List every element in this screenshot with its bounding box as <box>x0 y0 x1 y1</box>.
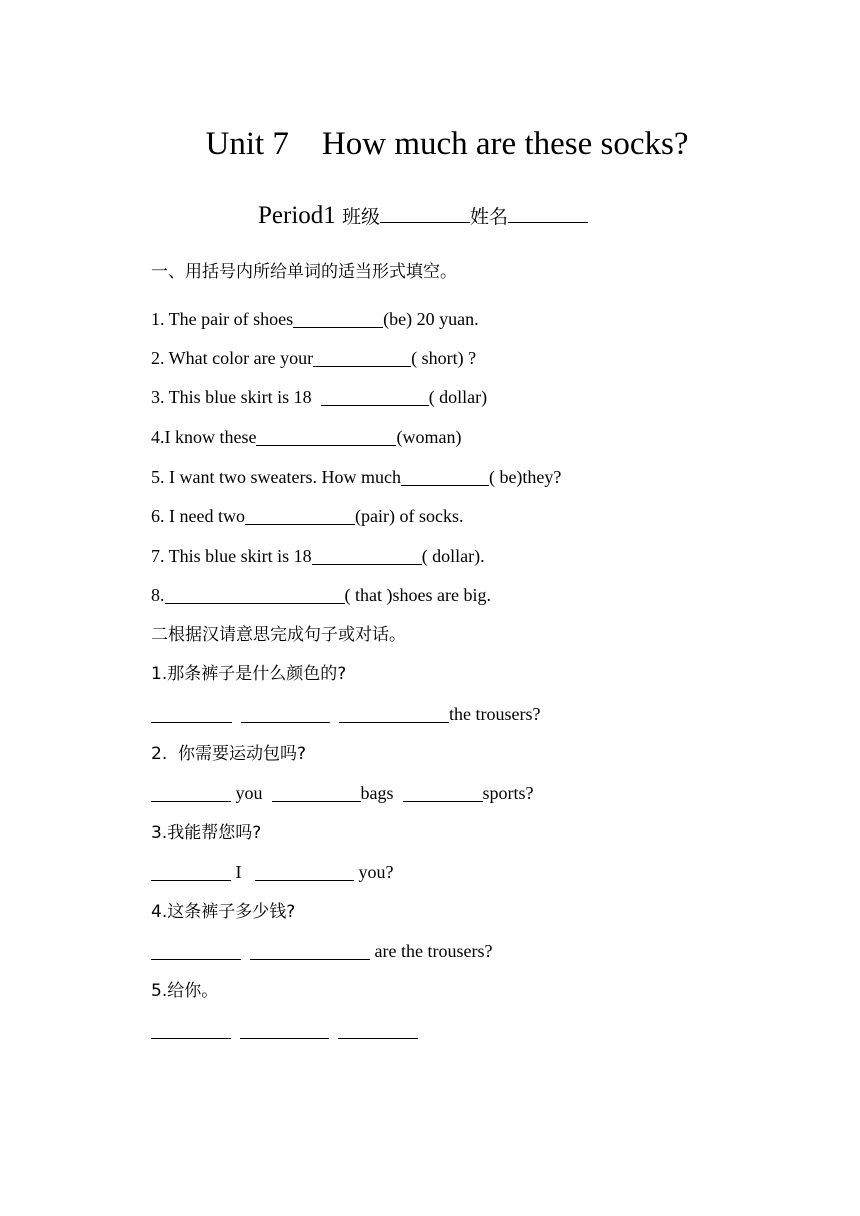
s2-q5-answer <box>151 1018 418 1042</box>
section1-heading: 一、用括号内所给单词的适当形式填空。 <box>151 262 457 282</box>
item-text: ( dollar). <box>421 546 485 566</box>
answer-blank[interactable] <box>250 941 370 960</box>
item-text: you <box>231 783 267 803</box>
s2-q5-chinese: 5.给你。 <box>151 981 219 1001</box>
answer-blank[interactable] <box>293 309 383 328</box>
item-text: (woman) <box>396 427 462 447</box>
answer-blank[interactable] <box>151 1020 231 1039</box>
answer-blank[interactable] <box>241 704 330 723</box>
period-header <box>258 197 588 230</box>
answer-blank[interactable] <box>240 1020 329 1039</box>
item-text: 3. This blue skirt is 18 <box>151 387 321 407</box>
answer-blank[interactable] <box>313 348 411 367</box>
answer-blank[interactable] <box>256 427 396 446</box>
item-text: the trousers? <box>449 704 541 724</box>
s2-q1-answer <box>151 702 540 726</box>
s2-q2-chinese: 2. 你需要运动包吗? <box>151 744 307 764</box>
s1-item-1 <box>151 307 479 331</box>
answer-blank[interactable] <box>312 546 422 565</box>
answer-blank[interactable] <box>151 941 241 960</box>
answer-blank[interactable] <box>151 704 232 723</box>
answer-blank[interactable] <box>165 585 345 604</box>
answer-blank[interactable] <box>338 1020 418 1039</box>
item-text: I <box>231 862 246 882</box>
item-text: 6. I need two <box>151 506 245 526</box>
s2-q3-chinese: 3.我能帮您吗? <box>151 823 262 843</box>
s1-item-6 <box>151 504 463 528</box>
item-text: (pair) of socks. <box>354 506 464 526</box>
answer-blank[interactable] <box>321 387 429 406</box>
page-title: Unit 7 How much are these socks? <box>205 126 689 162</box>
item-text: 7. This blue skirt is 18 <box>151 546 312 566</box>
s1-item-3 <box>151 385 487 409</box>
period-label: Period1 <box>258 202 343 229</box>
s1-item-8 <box>151 583 491 607</box>
class-blank[interactable] <box>380 197 470 223</box>
item-text: 8. <box>151 585 165 605</box>
item-text: 4.I know these <box>151 427 257 447</box>
s1-item-2 <box>151 346 476 370</box>
answer-blank[interactable] <box>245 506 355 525</box>
item-text: ( short) ? <box>411 348 477 368</box>
item-text: ( be)they? <box>488 467 562 487</box>
answer-blank[interactable] <box>255 862 354 881</box>
answer-blank[interactable] <box>151 862 231 881</box>
section2-heading: 二根据汉请意思完成句子或对话。 <box>151 625 406 645</box>
answer-blank[interactable] <box>272 783 361 802</box>
item-text: ( that )shoes are big. <box>344 585 491 605</box>
name-blank[interactable] <box>508 197 588 223</box>
s1-item-7 <box>151 544 485 568</box>
item-text: you? <box>354 862 394 882</box>
answer-blank[interactable] <box>401 467 489 486</box>
item-text: ( dollar) <box>428 387 488 407</box>
name-label: 姓名 <box>470 206 509 228</box>
answer-blank[interactable] <box>151 783 231 802</box>
item-text: are the trousers? <box>370 941 493 961</box>
item-text: 5. I want two sweaters. How much <box>151 467 401 487</box>
item-text: sports? <box>482 783 534 803</box>
s2-q2-answer <box>151 781 534 805</box>
answer-blank[interactable] <box>403 783 483 802</box>
answer-blank[interactable] <box>339 704 449 723</box>
s2-q4-answer <box>151 939 492 963</box>
item-text: 2. What color are your <box>151 348 314 368</box>
item-text: bags <box>360 783 398 803</box>
class-label: 班级 <box>342 206 381 228</box>
s1-item-5 <box>151 465 561 489</box>
s2-q1-chinese: 1.那条裤子是什么颜色的? <box>151 664 347 684</box>
item-text: (be) 20 yuan. <box>383 309 479 329</box>
s2-q3-answer <box>151 860 394 884</box>
s2-q4-chinese: 4.这条裤子多少钱? <box>151 902 296 922</box>
s1-item-4 <box>151 425 461 449</box>
item-text: 1. The pair of shoes <box>151 309 294 329</box>
